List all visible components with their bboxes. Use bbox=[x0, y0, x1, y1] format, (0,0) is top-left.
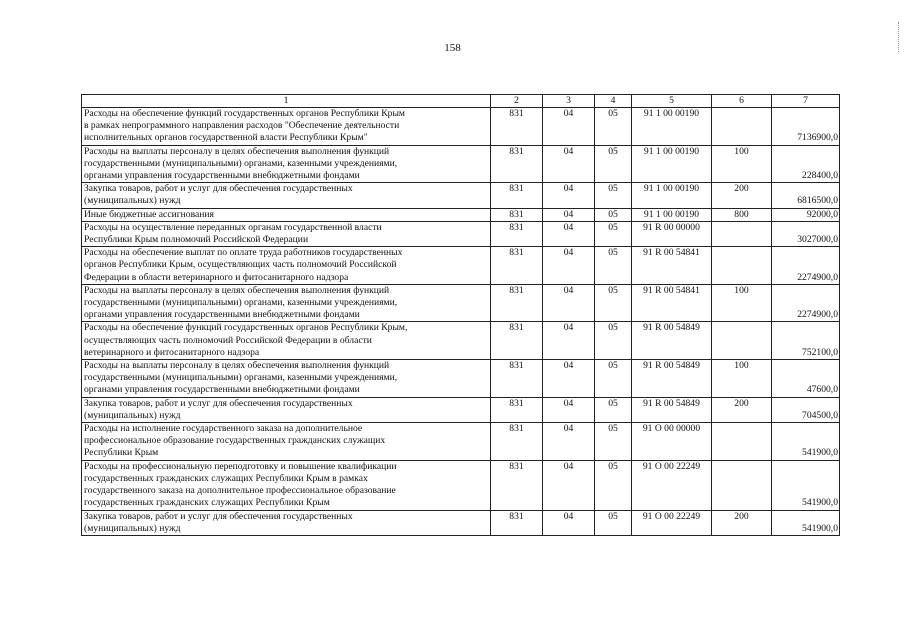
expense-name-line: (муниципальных) нужд bbox=[84, 522, 181, 534]
expense-name-line: государственных гражданских служащих Республики Крым в рамках bbox=[84, 472, 368, 484]
expense-name-line: Федерации в области ветеринарного и фитосанитарного надзора bbox=[84, 271, 349, 283]
amount-cell: 92000,0 bbox=[772, 208, 840, 221]
expense-name-line: Расходы на профессиональную переподготовку и повышение квалификации bbox=[84, 460, 397, 472]
subsection-code-cell: 05 bbox=[595, 208, 632, 221]
subsection-code-cell: 05 bbox=[595, 247, 632, 285]
header-cell: 5 bbox=[632, 95, 712, 108]
subsection-code-cell: 05 bbox=[595, 360, 632, 398]
subsection-code-cell: 05 bbox=[595, 108, 632, 146]
table-row bbox=[82, 423, 840, 461]
amount-cell: 47600,0 bbox=[772, 360, 840, 398]
expense-name-line: Республики Крым bbox=[84, 447, 159, 459]
ministry-code-cell: 831 bbox=[491, 221, 543, 246]
page-number: 158 bbox=[444, 42, 461, 54]
expense-name-cell bbox=[82, 108, 491, 146]
expense-name-line: государственными (муниципальными) органами, казенными учреждениями, bbox=[84, 372, 398, 384]
target-article-cell: 91 R 00 00000 bbox=[632, 221, 712, 246]
expense-name-line: Республики Крым полномочий Российской Федерации bbox=[84, 234, 309, 246]
expense-type-cell bbox=[712, 423, 772, 461]
table-header-row bbox=[82, 95, 840, 108]
section-code-cell: 04 bbox=[543, 460, 595, 510]
subsection-code-cell: 05 bbox=[595, 183, 632, 208]
section-code-cell: 04 bbox=[543, 183, 595, 208]
expense-type-cell: 200 bbox=[712, 397, 772, 422]
expense-name-cell bbox=[82, 423, 491, 461]
expense-name-line: осуществляющих часть полномочий Российской Федерации в области bbox=[84, 334, 372, 346]
scan-edge-mark bbox=[895, 22, 899, 52]
section-code-cell: 04 bbox=[543, 221, 595, 246]
expense-name-line: Закупка товаров, работ и услуг для обеспечения государственных bbox=[84, 183, 353, 195]
subsection-code-cell: 05 bbox=[595, 284, 632, 322]
expense-name-line: (муниципальных) нужд bbox=[84, 409, 181, 421]
target-article-cell: 91 1 00 00190 bbox=[632, 183, 712, 208]
expense-name-line: органов Республики Крым, осуществляющих часть полномочий Российской bbox=[84, 259, 397, 271]
target-article-cell: 91 R 00 54849 bbox=[632, 397, 712, 422]
expense-name-line: Расходы на обеспечение выплат по оплате труда работников государственных bbox=[84, 247, 403, 259]
subsection-code-cell: 05 bbox=[595, 397, 632, 422]
expense-type-cell: 200 bbox=[712, 183, 772, 208]
amount-cell: 2274900,0 bbox=[772, 284, 840, 322]
expense-name-line: государственными (муниципальными) органами, казенными учреждениями, bbox=[84, 297, 398, 309]
ministry-code-cell: 831 bbox=[491, 423, 543, 461]
amount-cell: 2274900,0 bbox=[772, 247, 840, 285]
table-row bbox=[82, 510, 840, 535]
table-row bbox=[82, 145, 840, 183]
table-row bbox=[82, 208, 840, 221]
expense-name-cell bbox=[82, 284, 491, 322]
expense-type-cell: 100 bbox=[712, 360, 772, 398]
target-article-cell: 91 R 00 54849 bbox=[632, 322, 712, 360]
ministry-code-cell: 831 bbox=[491, 397, 543, 422]
subsection-code-cell: 05 bbox=[595, 423, 632, 461]
header-cell: 2 bbox=[491, 95, 543, 108]
subsection-code-cell: 05 bbox=[595, 322, 632, 360]
expense-name-line: государственных гражданских служащих Республики Крым bbox=[84, 497, 330, 509]
header-cell: 7 bbox=[772, 95, 840, 108]
expense-name-line: Расходы на обеспечение функций государственных органов Республики Крым, bbox=[84, 322, 408, 334]
expense-name-line: Расходы на обеспечение функций государственных органов Республики Крым bbox=[84, 108, 406, 119]
expense-name-line: Закупка товаров, работ и услуг для обеспечения государственных bbox=[84, 397, 353, 409]
target-article-cell: 91 1 00 00190 bbox=[632, 145, 712, 183]
expense-type-cell bbox=[712, 108, 772, 146]
expense-name-line: Расходы на исполнение государственного заказа на дополнительное bbox=[84, 423, 363, 435]
expense-name-cell bbox=[82, 460, 491, 510]
subsection-code-cell: 05 bbox=[595, 510, 632, 535]
ministry-code-cell: 831 bbox=[491, 510, 543, 535]
ministry-code-cell: 831 bbox=[491, 247, 543, 285]
amount-cell: 541900,0 bbox=[772, 510, 840, 535]
table-row bbox=[82, 460, 840, 510]
expense-name-line: органами управления государственными внебюджетными фондами bbox=[84, 384, 360, 396]
expense-type-cell: 200 bbox=[712, 510, 772, 535]
table-row bbox=[82, 108, 840, 146]
section-code-cell: 04 bbox=[543, 208, 595, 221]
expense-type-cell bbox=[712, 322, 772, 360]
ministry-code-cell: 831 bbox=[491, 183, 543, 208]
expense-name-line: Расходы на выплаты персоналу в целях обеспечения выполнения функций bbox=[84, 145, 390, 157]
expense-name-cell bbox=[82, 208, 491, 221]
expense-name-line: в рамках непрограммного направления расходов "Обеспечение деятельности bbox=[84, 120, 400, 132]
expense-name-line: государственными (муниципальными) органами, казенными учреждениями, bbox=[84, 157, 398, 169]
expense-name-line: исполнительных органов государственной власти Республики Крым" bbox=[84, 132, 368, 144]
expense-type-cell: 100 bbox=[712, 145, 772, 183]
subsection-code-cell: 05 bbox=[595, 221, 632, 246]
expense-name-line: (муниципальных) нужд bbox=[84, 195, 181, 207]
table-row bbox=[82, 322, 840, 360]
section-code-cell: 04 bbox=[543, 145, 595, 183]
section-code-cell: 04 bbox=[543, 108, 595, 146]
section-code-cell: 04 bbox=[543, 360, 595, 398]
amount-cell: 7136900,0 bbox=[772, 108, 840, 146]
ministry-code-cell: 831 bbox=[491, 284, 543, 322]
header-cell: 4 bbox=[595, 95, 632, 108]
amount-cell: 541900,0 bbox=[772, 460, 840, 510]
header-cell: 6 bbox=[712, 95, 772, 108]
ministry-code-cell: 831 bbox=[491, 145, 543, 183]
section-code-cell: 04 bbox=[543, 397, 595, 422]
expense-name-cell bbox=[82, 183, 491, 208]
subsection-code-cell: 05 bbox=[595, 145, 632, 183]
amount-cell: 228400,0 bbox=[772, 145, 840, 183]
target-article-cell: 91 1 00 00190 bbox=[632, 108, 712, 146]
expense-name-cell bbox=[82, 247, 491, 285]
ministry-code-cell: 831 bbox=[491, 322, 543, 360]
amount-cell: 704500,0 bbox=[772, 397, 840, 422]
target-article-cell: 91 О 00 00000 bbox=[632, 423, 712, 461]
amount-cell: 6816500,0 bbox=[772, 183, 840, 208]
table-row bbox=[82, 247, 840, 285]
expense-name-line: органами управления государственными внебюджетными фондами bbox=[84, 170, 360, 182]
expense-name-line: органами управления государственными внебюджетными фондами bbox=[84, 309, 360, 321]
header-cell: 3 bbox=[543, 95, 595, 108]
expense-name-line: Расходы на выплаты персоналу в целях обеспечения выполнения функций bbox=[84, 284, 390, 296]
expense-name-cell bbox=[82, 360, 491, 398]
expense-name-cell bbox=[82, 145, 491, 183]
ministry-code-cell: 831 bbox=[491, 360, 543, 398]
section-code-cell: 04 bbox=[543, 423, 595, 461]
expense-name-line: ветеринарного и фитосанитарного надзора bbox=[84, 346, 260, 358]
expense-type-cell: 100 bbox=[712, 284, 772, 322]
expense-type-cell bbox=[712, 221, 772, 246]
amount-cell: 541900,0 bbox=[772, 423, 840, 461]
ministry-code-cell: 831 bbox=[491, 208, 543, 221]
expense-type-cell bbox=[712, 247, 772, 285]
expense-name-cell bbox=[82, 510, 491, 535]
table-row bbox=[82, 221, 840, 246]
table-row bbox=[82, 397, 840, 422]
budget-table bbox=[81, 94, 840, 536]
expense-type-cell: 800 bbox=[712, 208, 772, 221]
target-article-cell: 91 О 00 22249 bbox=[632, 510, 712, 535]
expense-name-line: Закупка товаров, работ и услуг для обеспечения государственных bbox=[84, 510, 353, 522]
section-code-cell: 04 bbox=[543, 247, 595, 285]
expense-name-cell bbox=[82, 397, 491, 422]
header-cell: 1 bbox=[82, 95, 491, 108]
expense-name-line: Иные бюджетные ассигнования bbox=[84, 208, 214, 220]
table-row bbox=[82, 183, 840, 208]
target-article-cell: 91 О 00 22249 bbox=[632, 460, 712, 510]
target-article-cell: 91 1 00 00190 bbox=[632, 208, 712, 221]
expense-name-line: Расходы на осуществление переданных органам государственной власти bbox=[84, 221, 382, 233]
table-row bbox=[82, 360, 840, 398]
ministry-code-cell: 831 bbox=[491, 108, 543, 146]
section-code-cell: 04 bbox=[543, 510, 595, 535]
target-article-cell: 91 R 00 54841 bbox=[632, 247, 712, 285]
target-article-cell: 91 R 00 54849 bbox=[632, 360, 712, 398]
subsection-code-cell: 05 bbox=[595, 460, 632, 510]
expense-name-line: государственного заказа на дополнительное профессиональное образование bbox=[84, 485, 396, 497]
section-code-cell: 04 bbox=[543, 284, 595, 322]
expense-name-cell bbox=[82, 221, 491, 246]
expense-name-line: профессиональное образование государственных гражданских служащих bbox=[84, 435, 386, 447]
expense-name-cell bbox=[82, 322, 491, 360]
expense-type-cell bbox=[712, 460, 772, 510]
section-code-cell: 04 bbox=[543, 322, 595, 360]
target-article-cell: 91 R 00 54841 bbox=[632, 284, 712, 322]
table-row bbox=[82, 284, 840, 322]
amount-cell: 3027000,0 bbox=[772, 221, 840, 246]
expense-name-line: Расходы на выплаты персоналу в целях обеспечения выполнения функций bbox=[84, 360, 390, 372]
amount-cell: 752100,0 bbox=[772, 322, 840, 360]
ministry-code-cell: 831 bbox=[491, 460, 543, 510]
